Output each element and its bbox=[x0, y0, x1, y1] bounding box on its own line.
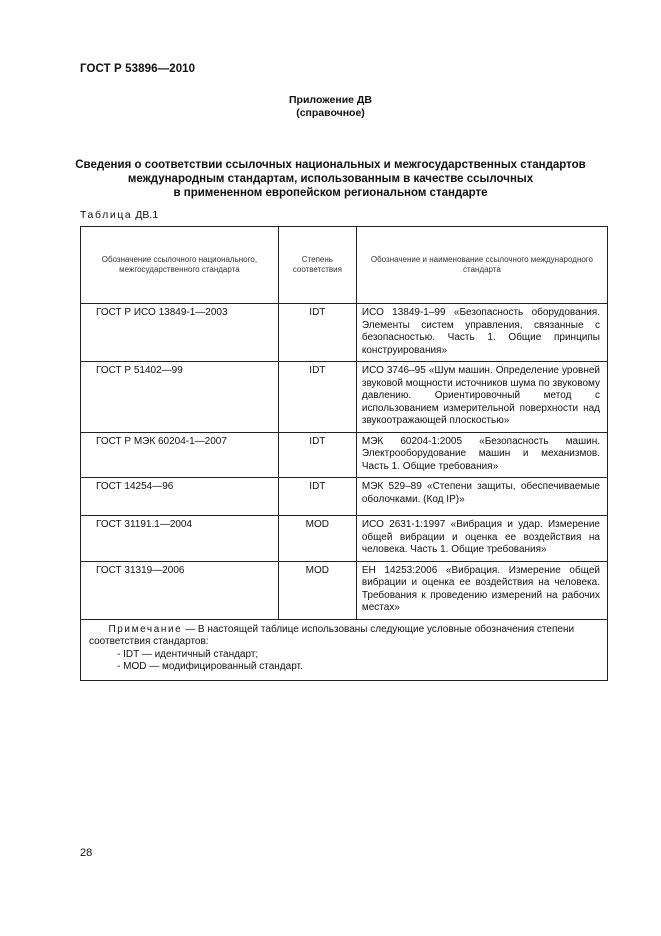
heading-line: международным стандартам, использованным в качестве ссылочных bbox=[127, 173, 534, 185]
cell-international: ИСО 2631-1:1997 «Вибрация и удар. Измерение общей вибрации и оценка ее воздействия на человека. Часть 1. Общие требования» bbox=[356, 516, 607, 562]
cell-international: МЭК 529–89 «Степени защиты, обеспечиваемые оболочками. (Код IP)» bbox=[356, 478, 607, 516]
note-text bbox=[89, 624, 599, 649]
cell-national: ГОСТ Р МЭК 60204-1—2007 bbox=[81, 432, 279, 478]
annex-title: Приложение ДВ bbox=[289, 94, 372, 106]
cell-degree: IDT bbox=[278, 432, 356, 478]
annex-block bbox=[0, 94, 661, 120]
annex-subtitle: (справочное) bbox=[296, 107, 365, 119]
table-header-row bbox=[81, 227, 608, 304]
table-note-row bbox=[81, 619, 608, 680]
table-row bbox=[81, 561, 608, 619]
note-label: Примечание bbox=[108, 623, 183, 635]
heading-line: Сведения о соответствии ссылочных национальных и межгосударственных стандартов bbox=[75, 159, 586, 171]
standard-designation: ГОСТ Р 53896—2010 bbox=[80, 63, 196, 75]
cell-degree: MOD bbox=[278, 561, 356, 619]
cell-degree: IDT bbox=[278, 478, 356, 516]
note-item-mod: - MOD — модифицированный стандарт. bbox=[117, 661, 303, 672]
cell-national: ГОСТ 31319—2006 bbox=[81, 561, 279, 619]
table-row bbox=[81, 516, 608, 562]
note-body: — В настоящей таблице использованы следующие условные обозначения степени соответствия стандартов: bbox=[89, 623, 575, 647]
table-note bbox=[81, 619, 608, 680]
table-row bbox=[81, 362, 608, 433]
table-row bbox=[81, 478, 608, 516]
cell-international: ИСО 3746–95 «Шум машин. Определение уровней звуковой мощности источников шума по звуковому давлению. Ориентировочный метод с использованием измерительной поверхности над звукоотражающей плоскостью» bbox=[356, 362, 607, 433]
annex-heading bbox=[70, 158, 591, 200]
cell-national: ГОСТ 31191.1—2004 bbox=[81, 516, 279, 562]
cell-degree: IDT bbox=[278, 362, 356, 433]
header-degree: Степень соответствия bbox=[278, 227, 356, 304]
table-label-prefix: Таблица bbox=[80, 209, 133, 221]
cell-international: ЕН 14253:2006 «Вибрация. Измерение общей вибрации и оценка ее воздействия на человека. Требования к проведению измерений на рабочих местах» bbox=[356, 561, 607, 619]
header-national: Обозначение ссылочного национального, межгосударственного стандарта bbox=[81, 227, 279, 304]
cell-degree: IDT bbox=[278, 304, 356, 362]
cell-national: ГОСТ Р 51402—99 bbox=[81, 362, 279, 433]
table-label bbox=[80, 209, 158, 221]
cell-degree: MOD bbox=[278, 516, 356, 562]
cell-international: ИСО 13849-1–99 «Безопасность оборудования. Элементы систем управления, связанные с безопасностью. Часть 1. Общие принципы конструирования» bbox=[356, 304, 607, 362]
table-row bbox=[81, 304, 608, 362]
cell-national: ГОСТ 14254—96 bbox=[81, 478, 279, 516]
correspondence-table bbox=[80, 226, 608, 681]
cell-national: ГОСТ Р ИСО 13849-1—2003 bbox=[81, 304, 279, 362]
heading-line: в примененном европейском региональном стандарте bbox=[173, 187, 488, 199]
cell-international: МЭК 60204-1:2005 «Безопасность машин. Электрооборудование машин и механизмов. Часть 1. Общие требования» bbox=[356, 432, 607, 478]
table-label-number: ДВ.1 bbox=[132, 209, 159, 221]
note-item-idt: - IDT — идентичный стандарт; bbox=[117, 648, 259, 660]
page-number: 28 bbox=[80, 847, 93, 859]
table-row bbox=[81, 432, 608, 478]
header-international: Обозначение и наименование ссылочного международного стандарта bbox=[356, 227, 607, 304]
